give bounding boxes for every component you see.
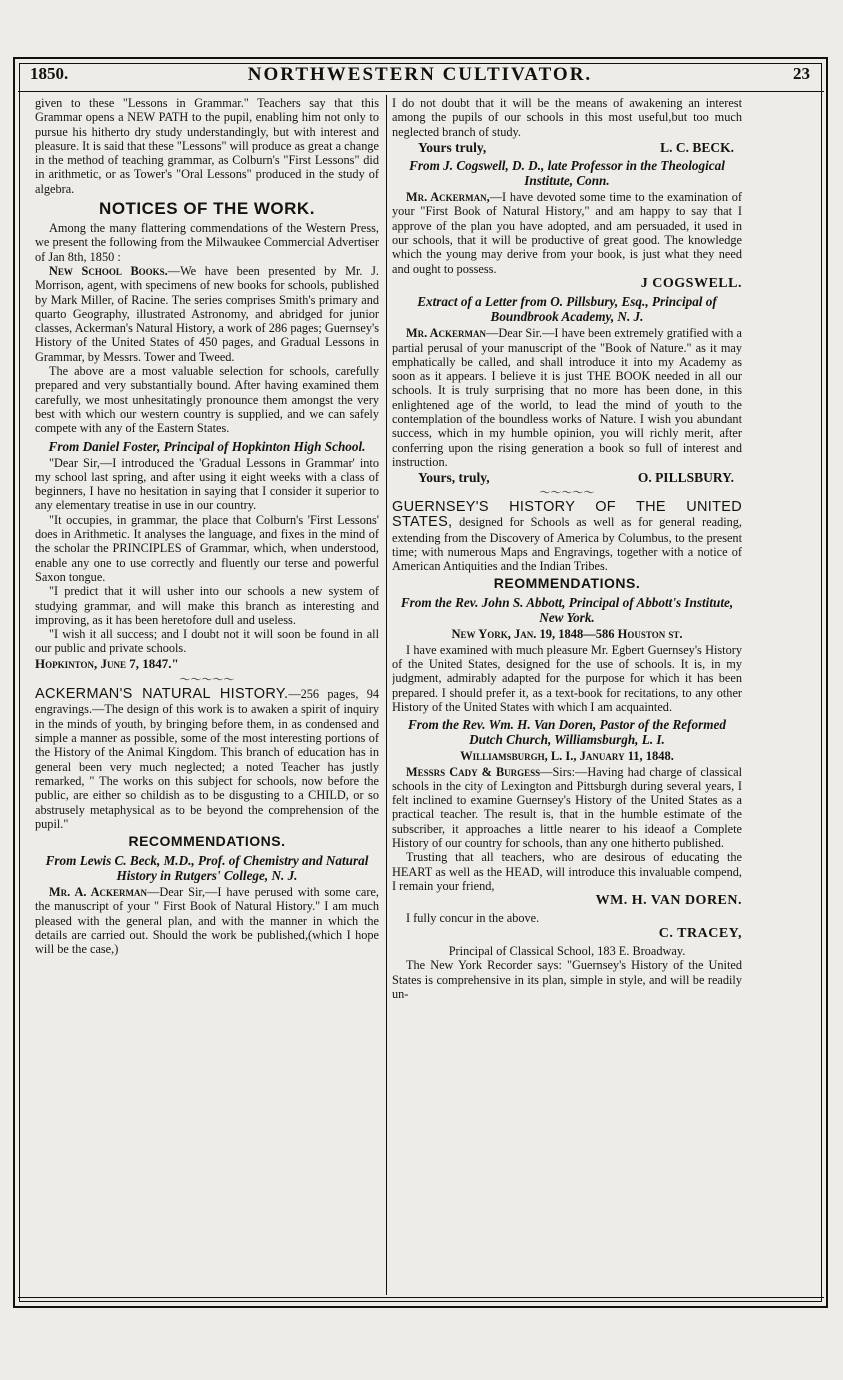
left-column	[35, 96, 379, 1291]
paragraph: "I predict that it will usher into our schools a new system of studying grammar, and will make this branch as interesting and improving, as it has been heretofore dull and useless.	[35, 584, 379, 627]
paragraph: —I have devoted some time to the examination of your "First Book of Natural History," and am happy to say that I approve of the plan you have adopted, and am persuaded, it used in our schools, that it will be productive of great good. The knowledge which the young may derive from your book, is just what they need and ought to possess.	[392, 190, 742, 276]
lead-text: Mr. A. Ackerman	[49, 885, 148, 900]
paragraph: —Dear Sir.—I have been extremely gratified with a partial perusal of your manuscript of the "Book of Nature." as it may emphatically be called, and shall introduce it into my Academy as soon as it appears. I believe it is just THE BOOK needed in all our schools. It is truly surprising that no more has been done, in this enlightened age of the world, to lead the mind of youth to the contemplation of the boundless works of Nature. I wish you abundant success, which in my humble opinion, you will richly merit, after conferring upon the rising generation a book so full of interest and instruction.	[392, 326, 742, 469]
signature-name: J COGSWELL.	[640, 275, 742, 291]
section-heading: NOTICES OF THE WORK.	[99, 199, 315, 219]
running-header	[30, 64, 810, 86]
paragraph: Principal of Classical School, 183 E. Broadway.	[448, 944, 686, 959]
signature	[392, 141, 742, 155]
dateline: New York, Jan. 19, 1848—586 Houston st.	[451, 627, 683, 642]
page-number: 23	[793, 64, 810, 83]
section-heading: RECOMMENDATIONS.	[128, 833, 286, 850]
paragraph: The above are a most valuable selection for schools, carefully prepared and very substantially bound. After having examined them carefully, we most unhesitatingly pronounce them amongst the very best with which our western country is supplied, and we can safely compete with any of the Eastern States.	[35, 364, 379, 436]
header-year: 1850.	[30, 64, 69, 83]
paragraph: designed for Schools as well as for general reading, extending from the Discovery of America by Columbus, to the present time; with numerous Maps and Engravings, together with a notice of American Antiquities and the Indian Tribes.	[392, 515, 742, 574]
advertisement-heading: GUERNSEY'S HISTORY OF THE UNITED STATES,	[392, 498, 742, 531]
lead-text: New School Books.	[49, 263, 168, 278]
dateline: Williamsburgh, L. I., January 11, 1848.	[460, 749, 674, 764]
dateline: Hopkinton, June 7, 1847."	[35, 655, 179, 671]
signature-name: L. C. BECK.	[660, 139, 734, 155]
letter-source: From the Rev. Wm. H. Van Doren, Pastor of the Reformed Dutch Church, Williamsburgh, L. I.	[408, 717, 726, 748]
right-column	[392, 96, 742, 1291]
paragraph: Among the many flattering commendations of the Western Press, we present the following from the Milwaukee Commercial Advertiser of Jan 8th, 1850 :	[35, 221, 379, 264]
paragraph: I fully concur in the above.	[406, 911, 540, 926]
letter-source: From Lewis C. Beck, M.D., Prof. of Chemistry and Natural History in Rutgers' College, N. J.	[45, 853, 369, 884]
paragraph: "It occupies, in grammar, the place that Colburn's 'First Lessons' does in Arithmetic. It analyses the language, and fixes in the mind of the scholar the PRINCIPLES of Grammar, which, when understood, enable any one to use correctly and fluently our terse and powerful Saxon tongue.	[35, 512, 379, 584]
paragraph: The New York Recorder says: "Guernsey's History of the United States is comprehensive in its plan, simple in style, and will be readily un-	[392, 958, 742, 1001]
paragraph: "I wish it all success; and I doubt not it will soon be found in all our public and private schools.	[35, 627, 379, 656]
header-title: NORTHWESTERN CULTIVATOR.	[247, 64, 593, 85]
paragraph: given to these "Lessons in Grammar." Teachers say that this Grammar opens a NEW PATH to the pupil, enabling him not only to pursue his hitherto dry study understandingly, but with interest and pleasure. It is said that these "Lessons" will produce as great a change in the method of teaching grammar, as Colburn's "First Lessons" did in arithmetic, or as Tower's "Oral Lessons" produced in the study of algebra.	[35, 96, 379, 196]
lead-text: Mr. Ackerman	[406, 326, 487, 341]
paragraph: —We have been presented by Mr. J. Morrison, agent, with specimens of new books for schools, published by Mark Miller, of Racine. The series comprises Smith's primary and quarto Geography, illustrated Astronomy, and abridged for junior classes, Ackerman's Natural History, a work of 286 pages; Guernsey's History of the United States of 450 pages, and Gradual Lessons in Grammar, by Messrs. Tower and Tweed.	[35, 263, 379, 364]
paragraph: "Dear Sir,—I introduced the 'Gradual Lessons in Grammar' into my school last spring, and after using it eight weeks with a class of beginners, I have no hesitation in saying that I consider it superior to any elementary treatise in use in our country.	[35, 455, 379, 513]
signature	[392, 471, 742, 485]
lead-text: Messrs Cady & Burgess	[406, 764, 541, 779]
letter-source: From the Rev. John S. Abbott, Principal of Abbott's Institute, New York.	[400, 595, 734, 626]
header-rule	[18, 91, 824, 92]
paragraph: —Dear Sir,—I have perused with some care, the manuscript of your " First Book of Natural History." I am much pleased with the general plan, and with the manner in which the details are carried out. Should the work be published,(which I hope will be the case,)	[35, 885, 379, 957]
signature-name: WM. H. VAN DOREN.	[595, 893, 742, 909]
paragraph: Trusting that all teachers, who are desirous of educating the HEART as well as the HEAD, will introduce this invaluable compend, I remain your friend,	[392, 850, 742, 893]
ornament-divider: ～～～～～	[539, 486, 595, 499]
footer-rule	[18, 1297, 824, 1298]
paragraph: —256 pages, 94 engravings.—The design of this work is to awaken a spirit of inquiry in the minds of youth, by bringing before them, in as condensed and simple a manner as possible, some of the most interesting portions of the History of the Animal Kingdom. This branch of education has in general been very much neglected; a noted Teacher has justly remarked, " The works on this subject for schools, now before the public, are either so childish as to be disgusting to a CHILD, or so abstrusely metaphysical as to be beyond the comprehension of the pupil."	[35, 686, 379, 831]
signature-name: O. PILLSBURY.	[637, 470, 734, 486]
column-divider	[386, 95, 387, 1295]
section-heading: REOMMENDATIONS.	[493, 575, 641, 592]
paragraph: I do not doubt that it will be the means of awakening an interest among the pupils of our schools in this most useful,but too much neglected branch of study.	[392, 96, 742, 139]
letter-source: From J. Cogswell, D. D., late Professor in the Theological Institute, Conn.	[409, 158, 725, 189]
lead-text: Mr. Ackerman,	[406, 190, 490, 205]
paragraph: I have examined with much pleasure Mr. Egbert Guernsey's History of the United States, designed for the use of schools. It is, in my judgment, admirably adapted for the purpose for which it has been prepared. I should prefer it, as a text-book for recitations, to any other History of the United States with which I am acquainted.	[392, 642, 742, 714]
closing: Yours, truly,	[418, 470, 490, 486]
paragraph: —Sirs:—Having had charge of classical schools in the city of Lexington and Pittsburgh during several years, I felt inclined to examine Guernsey's History of the United States as a practical teacher. The result is, that in the humble estimate of the subscriber, it approaches a little nearer to his ideaof a Complete History of our country for schools, than any one hitherto published.	[392, 764, 742, 850]
letter-source: From Daniel Foster, Principal of Hopkinton High School.	[48, 438, 366, 454]
signature-name: C. TRACEY,	[658, 925, 742, 941]
advertisement-heading: ACKERMAN'S NATURAL HISTORY.	[35, 685, 289, 702]
ornament-divider: ～～～～～	[179, 673, 235, 686]
closing: Yours truly,	[418, 139, 487, 155]
letter-source: Extract of a Letter from O. Pillsbury, Esq., Principal of Boundbrook Academy, N. J.	[417, 294, 717, 325]
